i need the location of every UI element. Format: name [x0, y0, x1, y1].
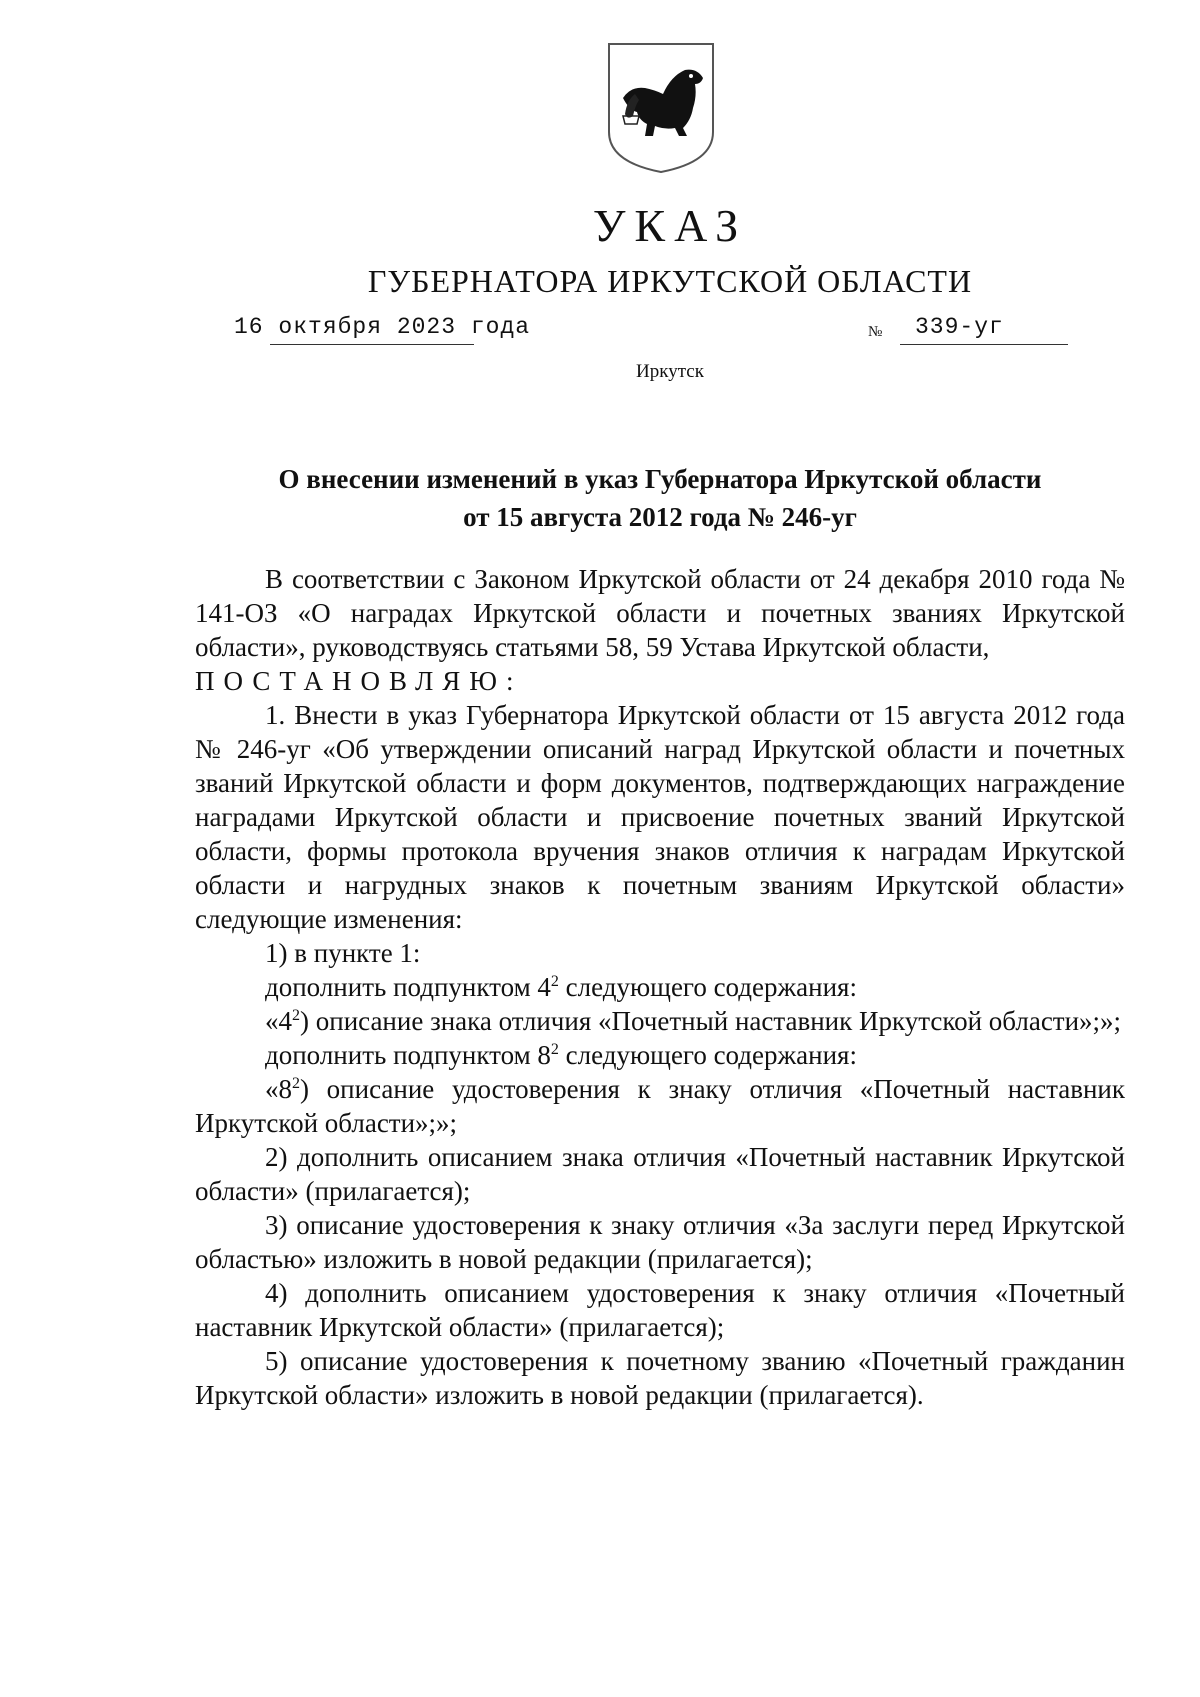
number-sign: №	[868, 324, 883, 340]
decree-word: ПОСТАНОВЛЯЮ:	[195, 666, 523, 696]
item-1-paragraph: 1. Внести в указ Губернатора Иркутской области от 15 августа 2012 года № 246-уг «Об утверждении описаний наград Иркутской области и почетных званий Иркутской области и форм документов, подтверждающих награждение наградами Иркутской области и присвоение почетных званий Иркутской области, формы протокола вручения знаков отличия к наградам Иркутской области и нагрудных знаков к почетным званиям Иркутской области» следующие изменения:	[195, 700, 1125, 934]
decree-date: 16 октября 2023 года	[234, 314, 531, 340]
subitem-2-paragraph: 2) дополнить описанием знака отличия «Почетный наставник Иркутской области» (прилагается);	[195, 1142, 1125, 1206]
add-subpoint-4-2: дополнить подпунктом $4^2$ следующего содержания:	[265, 972, 857, 1002]
heading-line-2: от 15 августа 2012 года № 246-уг	[463, 502, 857, 532]
subitem-4-paragraph: 4) дополнить описанием удостоверения к знаку отличия «Почетный наставник Иркутской области» (прилагается);	[195, 1278, 1125, 1342]
add-subpoint-8-2: дополнить подпунктом $8^2$ следующего содержания:	[265, 1040, 857, 1070]
subitem-5-paragraph: 5) описание удостоверения к почетному званию «Почетный гражданин Иркутской области» изложить в новой редакции (прилагается).	[195, 1346, 1125, 1410]
decree-number: 339-уг	[915, 314, 1004, 340]
coat-of-arms-icon	[605, 40, 717, 176]
heading-line-1: О внесении изменений в указ Губернатора Иркутской области	[278, 464, 1042, 494]
decree-heading	[195, 460, 1125, 536]
document-subtitle: ГУБЕРНАТОРА ИРКУТСКОЙ ОБЛАСТИ	[367, 263, 973, 299]
decree-body	[195, 562, 1125, 1412]
city-name: Иркутск	[636, 361, 704, 382]
intro-paragraph: В соответствии с Законом Иркутской области от 24 декабря 2010 года № 141-ОЗ «О наградах Иркутской области и почетных званиях Иркутской области», руководствуясь статьями 58, 59 Устава Иркутской области,	[195, 564, 1125, 662]
quote-subpoint-4-2: «$4^2$) описание знака отличия «Почетный наставник Иркутской области»;»;	[265, 1006, 1122, 1036]
subitem-1-paragraph: 1) в пункте 1:	[265, 938, 421, 968]
number-underline	[900, 344, 1068, 345]
date-underline	[270, 344, 474, 345]
document-title: УКАЗ	[592, 200, 748, 251]
quote-subpoint-8-2: «$8^2$) описание удостоверения к знаку отличия «Почетный наставник Иркутской области»;»;	[195, 1074, 1125, 1138]
subitem-3-paragraph: 3) описание удостоверения к знаку отличия «За заслуги перед Иркутской областью» изложить в новой редакции (прилагается);	[195, 1210, 1125, 1274]
